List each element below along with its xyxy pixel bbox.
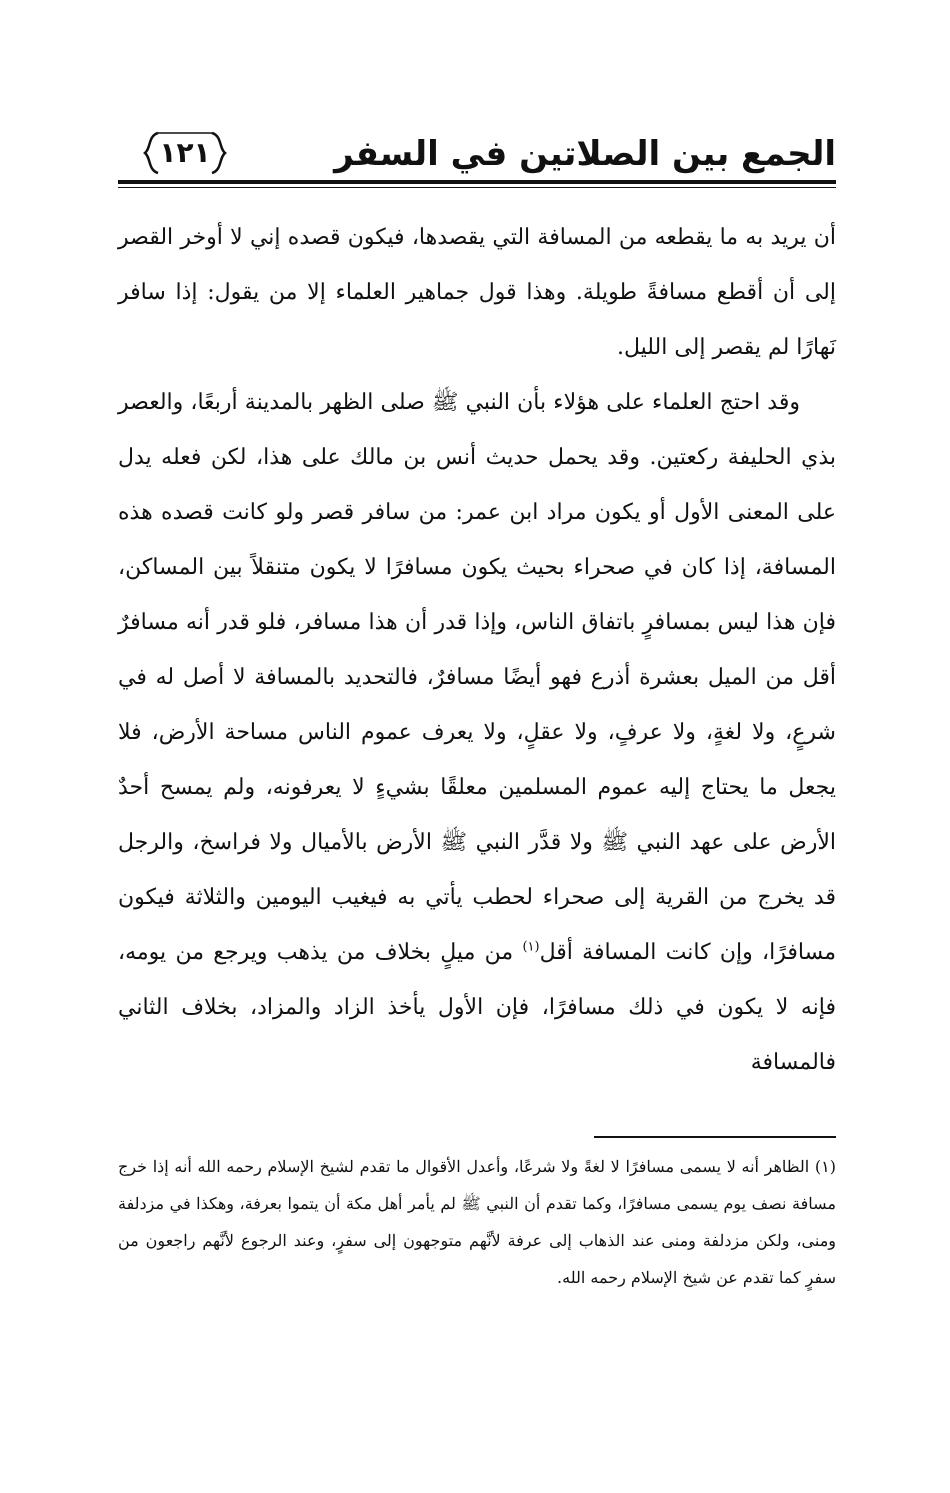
footnote xyxy=(118,1148,836,1296)
paragraph-2 xyxy=(118,375,836,1090)
paragraph-2-tail: من ميلٍ بخلاف من يذهب ويرجع من يومه، فإنه لا يكون في ذلك مسافرًا، فإن الأول يأخذ الزاد والمزاد، بخلاف الثاني فالمسافة xyxy=(118,940,836,1075)
paragraph-1: أن يريد به ما يقطعه من المسافة التي يقصدها، فيكون قصده إني لا أوخر القصر إلى أن أقطع مسافةً طويلة. وهذا قول جماهير العلماء إلا من يقول: إذا سافر نَهارًا لم يقصر إلى الليل. xyxy=(118,225,836,360)
page-number: ١٢١ xyxy=(159,136,211,169)
paragraph-2-text: وقد احتج العلماء على هؤلاء بأن النبي ﷺ صلى الظهر بالمدينة أربعًا، والعصر بذي الحليفة ركعتين. وقد يحمل حديث أنس بن مالك على هذا، لكن فعله يدل على المعنى الأول أو يكون مراد ابن عمر: من سافر قصر ولو كانت قصده هذه المسافة، إذا كان في صحراء بحيث يكون مسافرًا لا يكون متنقلاً بين المساكن، فإن هذا ليس بمسافرٍ باتفاق الناس، وإذا قدر أن هذا مسافر، فلو قدر أنه مسافرٌ أقل من الميل بعشرة أذرع فهو أيضًا مسافرٌ، فالتحديد بالمسافة لا أصل له في شرعٍ، ولا لغةٍ، ولا عرفٍ، ولا عقلٍ، ولا يعرف عموم الناس مساحة الأرض، فلا يجعل ما يحتاج إليه عموم المسلمين معلقًا بشيءٍ لا يعرفونه، ولم يمسح أحدٌ الأرض على عهد النبي ﷺ ولا قدَّر النبي ﷺ الأرض بالأميال ولا فراسخ، والرجل قد يخرج من القرية إلى صحراء لحطب يأتي به فيغيب اليومين والثلاثة فيكون مسافرًا، وإن كانت المسافة أقل xyxy=(118,390,836,965)
footnote-text: (١) الظاهر أنه لا يسمى مسافرًا لا لغةً ولا شرعًا، وأعدل الأقوال ما تقدم لشيخ الإسلام رحمه الله أنه إذا خرج مسافة نصف يوم يسمى مسافرًا، وكما تقدم أن النبي ﷺ لم يأمر أهل مكة أن يتموا بعرفة، وهكذا في مزدلفة ومنى، ولكن مزدلفة ومنى عند الذهاب إلى عرفة لأنَّهم متوجهون إلى سفرٍ، وعند الرجوع لأنَّهم راجعون من سفرٍ كما تقدم عن شيخ الإسلام رحمه الله. xyxy=(118,1157,837,1287)
page-title: الجمع بين الصلاتين في السفر xyxy=(334,134,836,174)
running-header xyxy=(118,130,836,188)
footnote-reference[interactable]: (١) xyxy=(522,939,540,955)
page-number-badge xyxy=(142,130,228,176)
header-rule-thin xyxy=(118,187,836,188)
main-text xyxy=(118,210,836,1090)
footnote-separator xyxy=(594,1136,836,1138)
header-rule xyxy=(118,180,836,184)
